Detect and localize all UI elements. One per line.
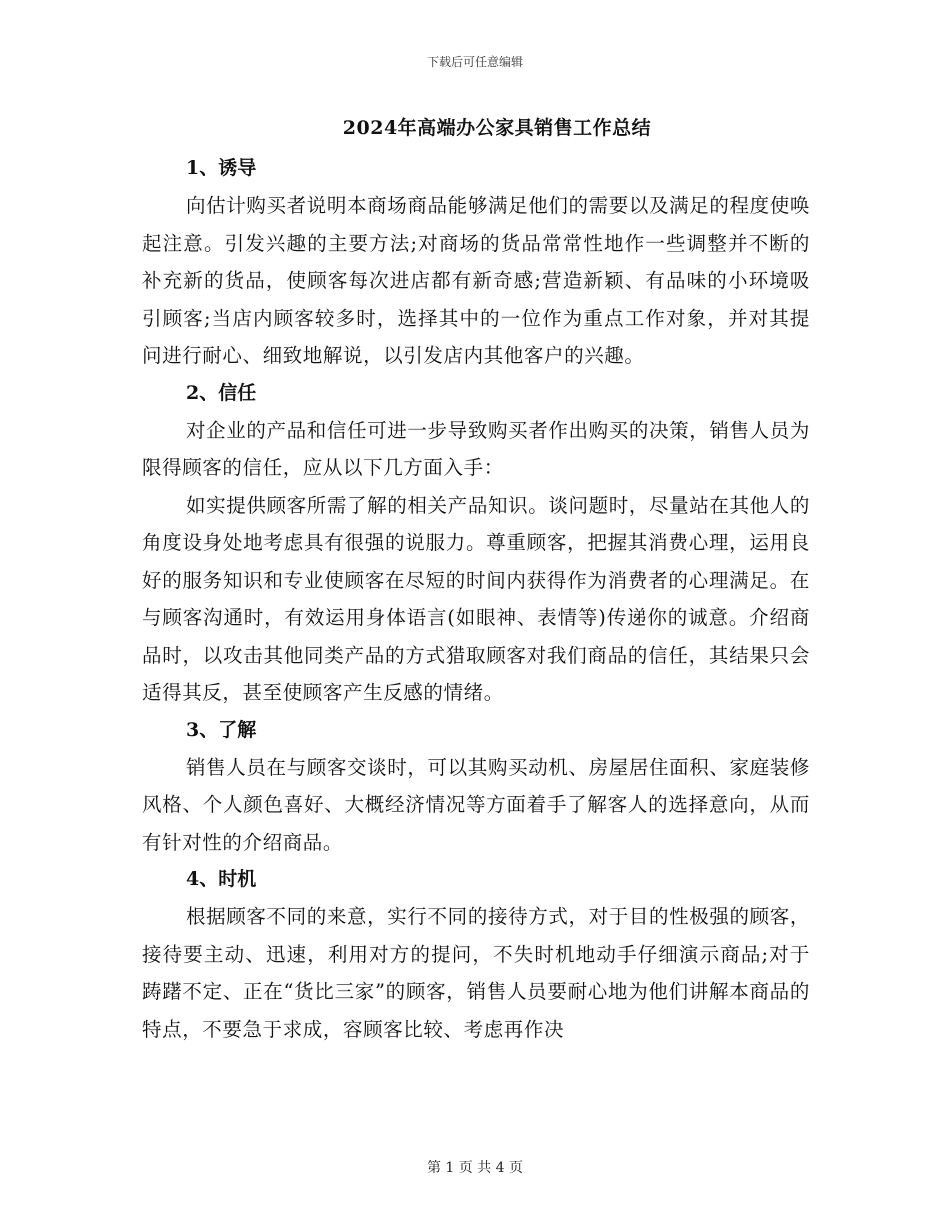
- page-header-note: 下载后可任意编辑: [426, 55, 523, 69]
- paragraph: 对企业的产品和信任可进一步导致购买者作出购买的决策，销售人员为限得顾客的信任，应从以下几方面入手：: [142, 418, 810, 479]
- document-title: 2024年高端办公家具销售工作总结: [342, 117, 652, 139]
- section-heading: 2、信任: [186, 381, 257, 404]
- paragraph: 向估计购买者说明本商场商品能够满足他们的需要以及满足的程度使唤起注意。引发兴趣的主要方法;对商场的货品常常性地作一些调整并不断的补充新的货品，使顾客每次进店都有新奇感;营造新颖、有品味的小环境吸引顾客;当店内顾客较多时，选择其中的一位作为重点工作对象，并对其提问进行耐心、细致地解说，以引发店内其他客户的兴趣。: [142, 194, 810, 367]
- section-heading: 3、了解: [186, 718, 257, 741]
- section-trust: [142, 375, 810, 712]
- section-heading: 1、诱导: [186, 157, 257, 179]
- page-number: 第 1 页 共 4 页: [426, 1160, 524, 1176]
- section-heading: 4、时机: [186, 868, 257, 890]
- section-timing: [142, 861, 810, 1048]
- section-understanding: [142, 712, 810, 862]
- paragraph: 如实提供顾客所需了解的相关产品知识。谈问题时，尽量站在其他人的角度设身处地考虑具有很强的说服力。尊重顾客，把握其消费心理，运用良好的服务知识和专业使顾客在尽短的时间内获得作为消费者的心理满足。在与顾客沟通时，有效运用身体语言(如眼神、表情等)传递你的诚意。介绍商品时，以攻击其他同类产品的方式猎取顾客对我们商品的信任，其结果只会适得其反，甚至使顾客产生反感的情绪。: [142, 493, 810, 704]
- paragraph: 根据顾客不同的来意，实行不同的接待方式，对于目的性极强的顾客，接待要主动、迅速，利用对方的提问，不失时机地动手仔细演示商品;对于踌躇不定、正在“货比三家”的顾客，销售人员要耐心地为他们讲解本商品的特点，不要急于求成，容顾客比较、考虑再作决: [142, 905, 810, 1041]
- paragraph: 销售人员在与顾客交谈时，可以其购买动机、房屋居住面积、家庭装修风格、个人颜色喜好、大概经济情况等方面着手了解客人的选择意向，从而有针对性的介绍商品。: [142, 755, 810, 854]
- document-body: [142, 112, 810, 1048]
- section-inducement: [142, 150, 810, 375]
